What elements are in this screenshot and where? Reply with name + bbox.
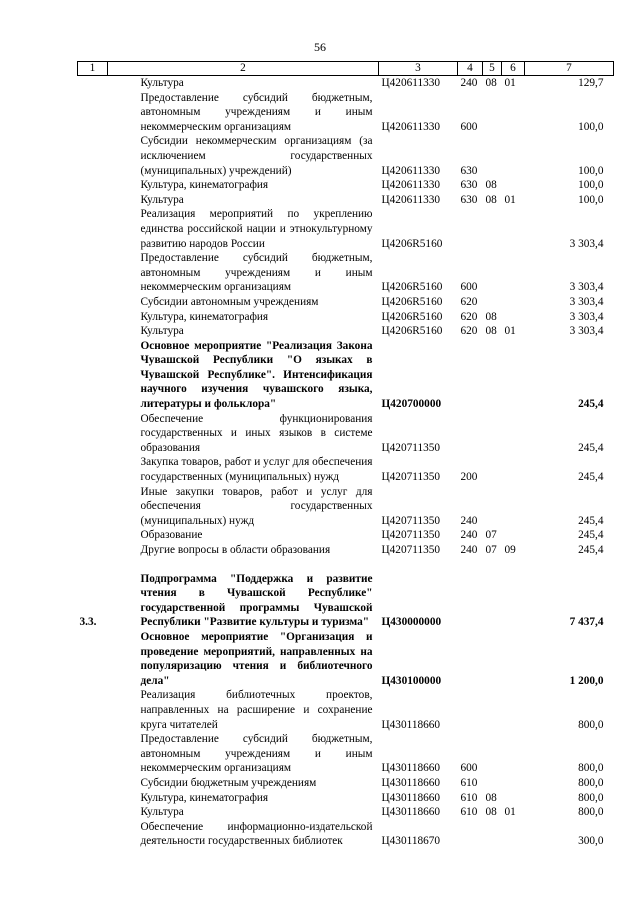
row-expense-type: 600	[460, 762, 478, 775]
row-subsection	[502, 207, 525, 251]
row-section: 08	[485, 77, 497, 89]
row-expense-type: 240	[460, 514, 478, 527]
row-name: Образование	[140, 529, 203, 542]
row-section	[483, 134, 502, 178]
header-col-6: 6	[502, 62, 525, 76]
row-amount: 3 303,4	[569, 281, 604, 294]
row-amount: 129,7	[578, 77, 604, 89]
table-row	[78, 791, 614, 806]
row-expense-type: 630	[460, 164, 478, 177]
row-amount: 1 200,0	[569, 674, 604, 687]
table-row	[78, 251, 614, 295]
row-amount: 3 303,4	[569, 237, 604, 250]
row-name: Предоставление субсидий бюджетным, автономным учреждениям и иным некоммерческим организациям	[140, 91, 373, 133]
row-expense-type: 600	[460, 120, 478, 133]
row-section: 08	[485, 179, 497, 192]
row-code: Ц430000000	[381, 616, 442, 629]
row-name: Основное мероприятие "Организация и проведение мероприятий, направленных на популяризацию чтения и библиотечного дела"	[140, 630, 373, 687]
row-amount: 7 437,4	[569, 616, 604, 629]
row-code: Ц420711350	[381, 529, 441, 542]
row-subsection	[502, 178, 525, 193]
row-code: Ц4206R5160	[381, 237, 443, 250]
row-name: Закупка товаров, работ и услуг для обеспечения государственных (муниципальных) нужд	[140, 456, 373, 484]
row-expense-type	[458, 820, 483, 849]
table-row	[78, 572, 614, 630]
row-name: Культура	[140, 325, 184, 338]
row-name: Субсидии некоммерческим организациям (за исключением государственных (муниципальных) учреждений)	[140, 135, 373, 177]
row-amount: 800,0	[578, 776, 604, 789]
row-expense-type: 610	[460, 806, 478, 819]
row-amount: 800,0	[578, 806, 604, 819]
row-section	[483, 91, 502, 135]
row-code: Ц4206R5160	[381, 310, 443, 323]
row-amount: 3 303,4	[569, 325, 604, 338]
row-code: Ц420711350	[381, 441, 441, 454]
row-subsection	[502, 339, 525, 412]
header-row	[78, 62, 614, 76]
table-row	[78, 412, 614, 456]
row-amount: 800,0	[578, 791, 604, 804]
row-code: Ц420611330	[381, 77, 441, 89]
row-subsection: 01	[504, 77, 516, 89]
row-expense-type: 240	[460, 544, 478, 556]
row-number	[78, 324, 108, 339]
header-col-2: 2	[108, 62, 379, 76]
table-row	[78, 310, 614, 325]
row-name: Культура, кинематография	[140, 791, 269, 804]
header-col-5: 5	[483, 62, 502, 76]
table-row	[78, 339, 614, 412]
row-number	[78, 688, 108, 732]
row-name: Культура	[140, 77, 184, 89]
row-number	[78, 543, 108, 558]
row-expense-type: 620	[460, 325, 478, 338]
row-number	[78, 207, 108, 251]
row-expense-type: 620	[460, 295, 478, 308]
row-number	[78, 805, 108, 820]
table-body	[78, 76, 614, 849]
row-code: Ц420611330	[381, 179, 441, 192]
row-name: Культура, кинематография	[140, 310, 269, 323]
header-col-7: 7	[525, 62, 614, 76]
row-amount: 3 303,4	[569, 310, 604, 323]
row-subsection: 01	[504, 193, 516, 206]
row-number	[78, 178, 108, 193]
row-section	[483, 339, 502, 412]
row-name: Реализация библиотечных проектов, направленных на расширение и сохранение круга читателей	[140, 689, 373, 731]
row-section	[483, 251, 502, 295]
row-number	[78, 76, 108, 91]
row-code: Ц4206R5160	[381, 295, 443, 308]
row-name: Субсидии автономным учреждениям	[140, 295, 319, 308]
row-subsection	[502, 310, 525, 325]
row-code: Ц430118670	[381, 835, 441, 848]
row-number	[78, 732, 108, 776]
row-subsection	[502, 412, 525, 456]
row-expense-type	[458, 688, 483, 732]
table-row	[78, 820, 614, 849]
row-amount: 245,4	[578, 514, 604, 527]
table-row	[78, 178, 614, 193]
row-section: 07	[485, 544, 497, 556]
table-row	[78, 630, 614, 688]
row-amount: 100,0	[578, 164, 604, 177]
row-section: 08	[485, 310, 497, 323]
row-subsection	[502, 91, 525, 135]
row-number	[78, 310, 108, 325]
row-section	[483, 572, 502, 630]
row-expense-type	[458, 630, 483, 688]
table-row	[78, 776, 614, 791]
table-row	[78, 91, 614, 135]
row-section	[483, 630, 502, 688]
row-expense-type	[458, 572, 483, 630]
row-section	[483, 688, 502, 732]
table-row	[78, 455, 614, 484]
row-amount: 245,4	[578, 398, 604, 411]
row-code: Ц430118660	[381, 776, 441, 789]
row-name: Культура	[140, 806, 184, 819]
row-number	[78, 528, 108, 543]
row-section: 07	[485, 529, 497, 542]
spacer-row	[78, 558, 614, 572]
row-expense-type: 240	[460, 529, 478, 542]
row-code: Ц430118660	[381, 762, 441, 775]
row-number	[78, 412, 108, 456]
row-section: 08	[485, 806, 497, 819]
row-code: Ц420611330	[381, 120, 441, 133]
row-amount: 300,0	[578, 835, 604, 848]
row-amount: 100,0	[578, 120, 604, 133]
row-expense-type: 240	[460, 77, 478, 89]
row-code: Ц420611330	[381, 164, 441, 177]
row-name: Предоставление субсидий бюджетным, автономным учреждениям и иным некоммерческим организациям	[140, 733, 373, 775]
row-amount: 3 303,4	[569, 295, 604, 308]
row-name: Реализация мероприятий по укреплению единства российской нации и этнокультурному развитию народов России	[140, 208, 373, 250]
row-expense-type: 610	[460, 791, 478, 804]
table-row	[78, 324, 614, 339]
row-number	[78, 251, 108, 295]
row-code: Ц430118660	[381, 791, 441, 804]
row-amount: 245,4	[578, 529, 604, 542]
row-number	[78, 295, 108, 310]
row-amount: 245,4	[578, 441, 604, 454]
row-amount: 100,0	[578, 193, 604, 206]
row-name: Иные закупки товаров, работ и услуг для обеспечения государственных (муниципальных) нужд	[140, 485, 373, 527]
row-subsection	[502, 820, 525, 849]
row-name: Основное мероприятие "Реализация Закона Чувашской Республики "О языках в Чувашской Республике". Интенсификация научного изучения чувашского языка, литературы и фольклора"	[140, 339, 373, 411]
table-row	[78, 76, 614, 91]
table-row	[78, 207, 614, 251]
row-code: Ц420611330	[381, 193, 441, 206]
row-code: Ц4206R5160	[381, 281, 443, 294]
row-expense-type: 600	[460, 281, 478, 294]
row-section: 08	[485, 791, 497, 804]
table-row	[78, 732, 614, 776]
table-row	[78, 528, 614, 543]
budget-table	[77, 61, 614, 849]
row-code: Ц430118660	[381, 718, 441, 731]
row-amount: 100,0	[578, 179, 604, 192]
row-expense-type: 200	[460, 471, 478, 484]
row-number	[78, 820, 108, 849]
row-number: 3.3.	[79, 616, 97, 629]
row-number	[78, 91, 108, 135]
row-code: Ц430100000	[381, 674, 442, 687]
header-col-4: 4	[458, 62, 483, 76]
page-number: 56	[314, 40, 326, 54]
row-subsection	[502, 791, 525, 806]
header-col-3: 3	[379, 62, 458, 76]
table-row	[78, 193, 614, 208]
row-subsection	[502, 455, 525, 484]
row-code: Ц420711350	[381, 514, 441, 527]
row-expense-type	[458, 207, 483, 251]
row-section	[483, 455, 502, 484]
row-subsection	[502, 485, 525, 529]
row-amount: 245,4	[578, 544, 604, 556]
row-code: Ц420700000	[381, 398, 442, 411]
row-amount: 245,4	[578, 471, 604, 484]
row-section	[483, 485, 502, 529]
row-code: Ц420711350	[381, 544, 441, 556]
row-expense-type	[458, 339, 483, 412]
table-row	[78, 134, 614, 178]
row-subsection	[502, 134, 525, 178]
row-section: 08	[485, 325, 497, 338]
row-section	[483, 732, 502, 776]
row-code: Ц420711350	[381, 471, 441, 484]
row-name: Обеспечение информационно-издательской деятельности государственных библиотек	[140, 820, 373, 848]
table-row	[78, 805, 614, 820]
row-subsection	[502, 732, 525, 776]
row-name: Другие вопросы в области образования	[140, 544, 331, 556]
row-amount: 800,0	[578, 718, 604, 731]
row-expense-type: 630	[460, 179, 478, 192]
row-subsection	[502, 776, 525, 791]
row-section	[483, 412, 502, 456]
row-subsection	[502, 688, 525, 732]
row-section	[483, 207, 502, 251]
row-subsection	[502, 295, 525, 310]
row-expense-type	[458, 412, 483, 456]
row-subsection	[502, 251, 525, 295]
row-number	[78, 776, 108, 791]
row-number	[78, 455, 108, 484]
row-name: Культура, кинематография	[140, 179, 269, 192]
row-number	[78, 134, 108, 178]
row-expense-type: 620	[460, 310, 478, 323]
row-number	[78, 791, 108, 806]
row-name: Обеспечение функционирования государственных и иных языков в системе образования	[140, 412, 373, 454]
table-row	[78, 543, 614, 558]
row-number	[78, 630, 108, 688]
row-number	[78, 339, 108, 412]
row-name: Субсидии бюджетным учреждениям	[140, 776, 317, 789]
row-subsection	[502, 528, 525, 543]
row-subsection: 09	[504, 544, 516, 556]
row-name: Культура	[140, 193, 184, 206]
header-col-1: 1	[78, 62, 108, 76]
row-code: Ц4206R5160	[381, 325, 443, 338]
row-number	[78, 485, 108, 529]
row-subsection	[502, 572, 525, 630]
row-section: 08	[485, 193, 497, 206]
row-section	[483, 776, 502, 791]
table-row	[78, 295, 614, 310]
row-section	[483, 295, 502, 310]
row-number	[78, 193, 108, 208]
table-row	[78, 485, 614, 529]
row-subsection: 01	[504, 325, 516, 338]
row-amount: 800,0	[578, 762, 604, 775]
row-subsection: 01	[504, 806, 516, 819]
row-name: Предоставление субсидий бюджетным, автономным учреждениям и иным некоммерческим организациям	[140, 252, 373, 294]
row-section	[483, 820, 502, 849]
row-name: Подпрограмма "Поддержка и развитие чтения в Чувашской Республике" государственной программы Чувашской Республики "Развитие культуры и туризма"	[140, 572, 373, 629]
table-row	[78, 688, 614, 732]
row-code: Ц430118660	[381, 806, 441, 819]
row-expense-type: 610	[460, 776, 478, 789]
row-subsection	[502, 630, 525, 688]
row-expense-type: 630	[460, 193, 478, 206]
